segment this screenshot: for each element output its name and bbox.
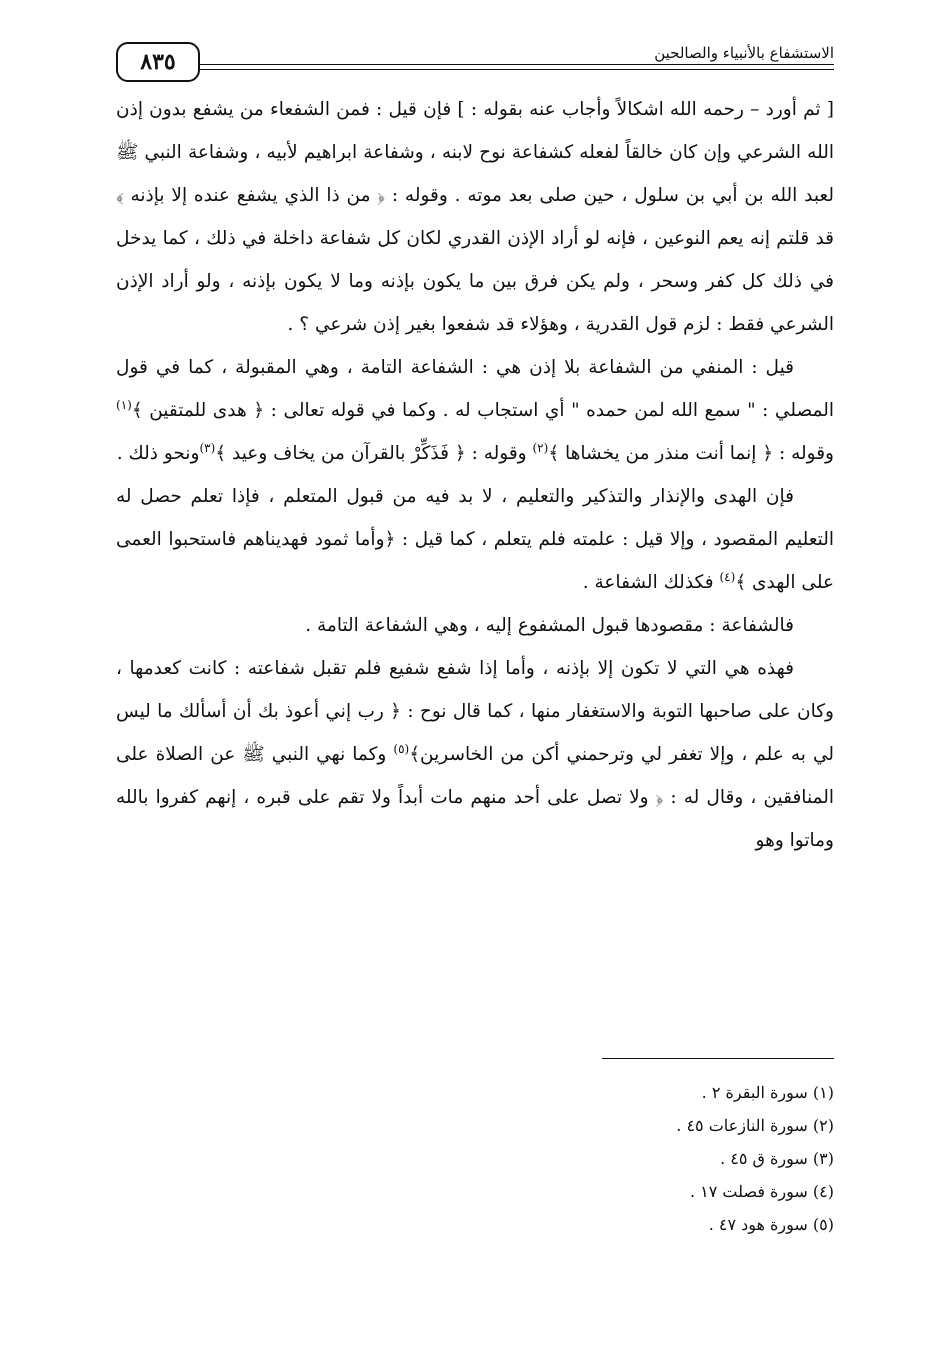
footnote-ref-4: (٤)	[719, 569, 736, 584]
footnote-ref-1: (١)	[116, 397, 132, 412]
paragraph-3-text-b: فكذلك الشفاعة .	[582, 572, 720, 593]
footnote-ref-3: (٣)	[199, 440, 216, 455]
footnote-item: (٥) سورة هود ٤٧ .	[708, 1215, 834, 1234]
footnote-item: (٢) سورة النازعات ٤٥ .	[676, 1116, 834, 1135]
footnote-ref-2: (٢)	[532, 440, 549, 455]
main-text	[116, 88, 834, 862]
paragraph-5-text-a: فهذه هي التي لا تكون إلا بإذنه ، وأما إذا شفع شفيع فلم تقبل شفاعته : كانت كعدمها ، وكان على صاحبها التوبة والاستغفار منها ، كما قال نوح : ﴿ رب إني أعوذ بك أن أسألك ما ليس لي به علم ، وإلا تغفر لي وترحمني أكن من الخاسرين﴾	[116, 658, 834, 765]
paragraph-5-text-b: وكما نهي النبي ﷺ عن الصلاة على المنافقين ، وقال له : ﴿ ولا تصل على أحد منهم مات أبداً ولا تقم على قبره ، إنهم كفروا بالله وماتوا وهو	[116, 744, 834, 851]
running-title: الاستشفاع بالأنبياء والصالحين	[654, 44, 834, 62]
paragraph-2	[116, 346, 834, 475]
footnote-item: (١) سورة البقرة ٢ .	[701, 1083, 834, 1102]
page-number: ٨٣٥	[140, 49, 176, 75]
header-rule	[198, 64, 834, 65]
paragraph-2-text-d: ونحو ذلك .	[116, 443, 200, 464]
paragraph-3	[116, 475, 834, 604]
paragraph-2-text-a: قيل : المنفي من الشفاعة بلا إذن هي : الشفاعة التامة ، وهي المقبولة ، كما في قول المصلي : " سمع الله لمن حمده " أي استجاب له . وكما في قوله تعالى : ﴿ هدى للمتقين ﴾	[116, 357, 834, 421]
footnote-separator	[602, 1058, 834, 1059]
paragraph-3-text-a: فإن الهدى والإنذار والتذكير والتعليم ، لا بد فيه من قبول المتعلم ، فإذا تعلم حصل له التعليم المقصود ، وإلا قيل : علمته فلم يتعلم ، كما قيل : ﴿وأما ثمود فهديناهم فاستحبوا العمى على الهدى ﴾	[116, 486, 834, 593]
paragraph-2-text-c: وقوله : ﴿ فَذَكِّرْ بالقرآن من يخاف وعيد ﴾	[215, 443, 533, 464]
paragraph-4: فالشفاعة : مقصودها قبول المشفوع إليه ، وهي الشفاعة التامة .	[305, 615, 794, 636]
header-rule-thin	[198, 69, 834, 70]
footnotes	[434, 1076, 834, 1241]
paragraph-1: [ ثم أورد – رحمه الله اشكالاً وأجاب عنه بقوله : ] فإن قيل : فمن الشفعاء من يشفع بدون إذن الله الشرعي وإن كان خالقاً لفعله كشفاعة نوح لابنه ، وشفاعة ابراهيم لأبيه ، وشفاعة النبي ﷺ لعبد الله بن أبي بن سلول ، حين صلى بعد موته . وقوله : ﴿ من ذا الذي يشفع عنده إلا بإذنه ﴾ قد قلتم إنه يعم النوعين ، فإنه لو أراد الإذن القدري لكان كل شفاعة داخلة في ذلك ، كما يدخل في ذلك كل كفر وسحر ، ولم يكن فرق بين ما يكون بإذنه وما لا يكون بإذنه ، ولو أراد الإذن الشرعي فقط : لزم قول القدرية ، وهؤلاء قد شفعوا بغير إذن شرعي ؟ .	[116, 99, 834, 335]
footnote-item: (٤) سورة فصلت ١٧ .	[689, 1182, 834, 1201]
footnote-ref-5: (٥)	[393, 741, 410, 756]
footnote-item: (٣) سورة ق ٤٥ .	[720, 1149, 834, 1168]
paragraph-2-text-b: وقوله : ﴿ إنما أنت منذر من يخشاها ﴾	[548, 443, 834, 464]
page-header	[112, 40, 834, 84]
page-number-box	[116, 42, 200, 82]
paragraph-5	[116, 647, 834, 862]
